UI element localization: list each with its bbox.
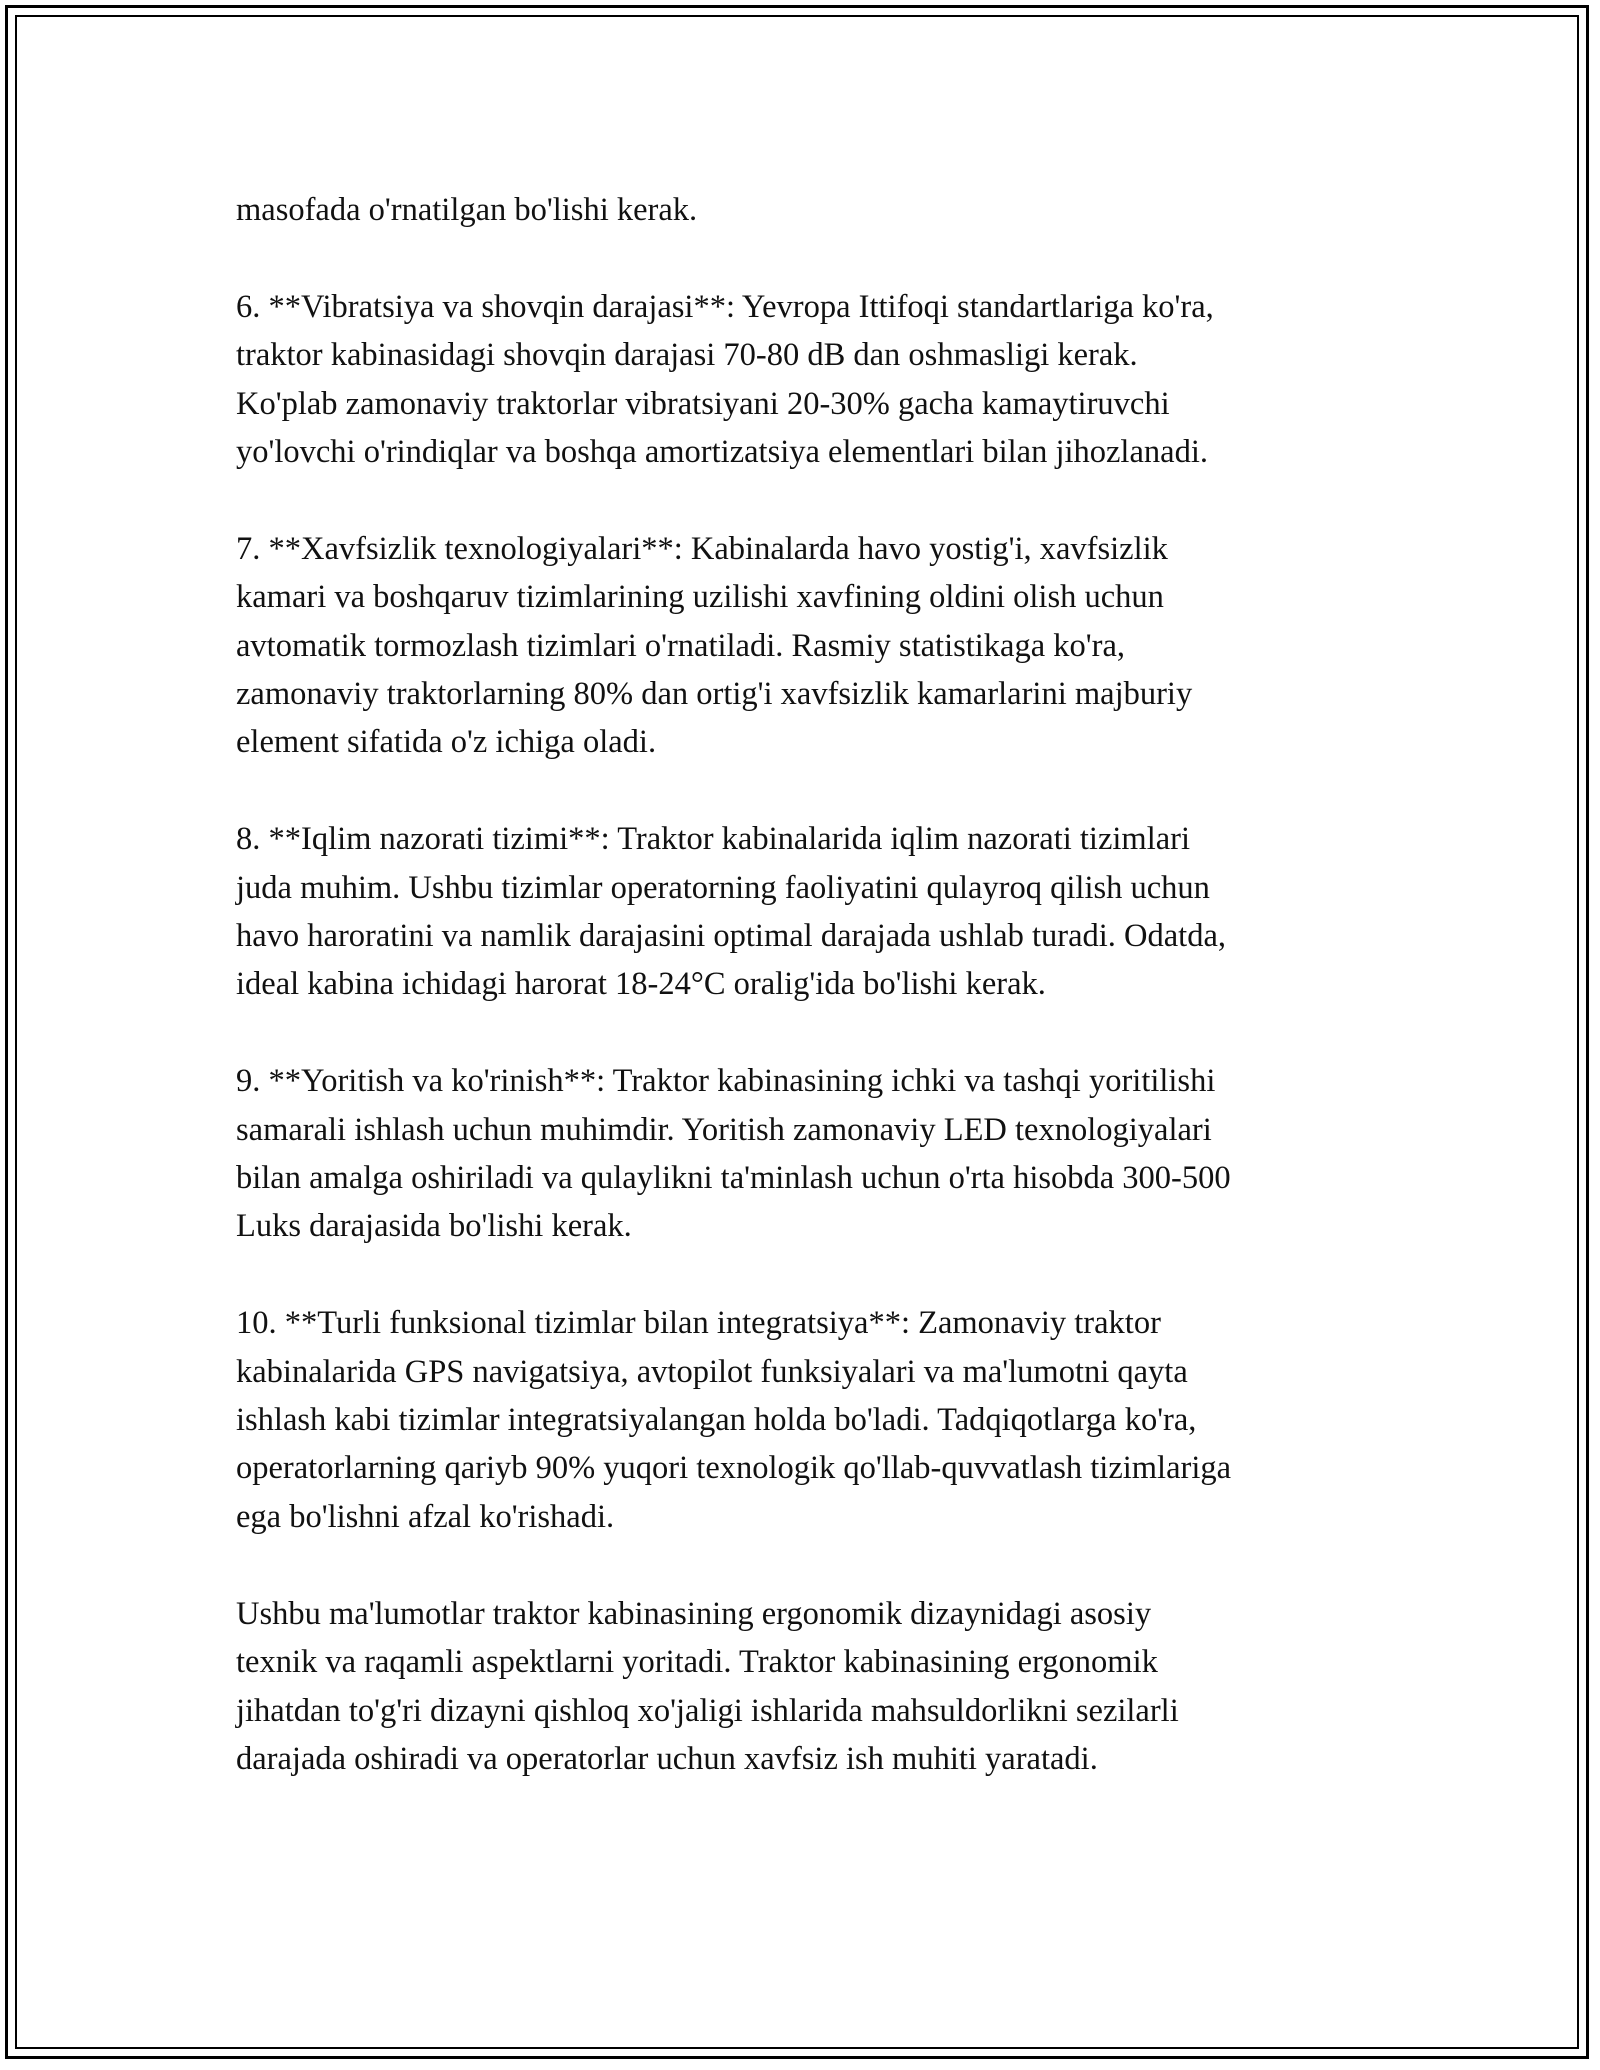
text-line: zamonaviy traktorlarning 80% dan ortig'i xavfsizlik kamarlarini majburiy bbox=[236, 676, 1193, 713]
text-line: kamari va boshqaruv tizimlarining uzilishi xavfining oldini olish uchun bbox=[236, 579, 1164, 616]
text-line: Ushbu ma'lumotlar traktor kabinasining ergonomik dizaynidagi asosiy bbox=[236, 1595, 1152, 1632]
text-line: bilan amalga oshiriladi va qulaylikni ta'minlash uchun o'rta hisobda 300-500 bbox=[236, 1160, 1231, 1197]
text-line: kabinalarida GPS navigatsiya, avtopilot funksiyalari va ma'lumotni qayta bbox=[236, 1353, 1188, 1390]
paragraph-vibration-noise bbox=[236, 283, 1376, 477]
text-line: Ko'plab zamonaviy traktorlar vibratsiyani 20-30% gacha kamaytiruvchi bbox=[236, 385, 1170, 422]
paragraph-conclusion bbox=[236, 1590, 1376, 1784]
text-line: ega bo'lishni afzal ko'rishadi. bbox=[236, 1498, 615, 1535]
text-line: 10. **Turli funksional tizimlar bilan integratsiya**: Zamonaviy traktor bbox=[236, 1305, 1161, 1342]
paragraph-continuation bbox=[236, 186, 1376, 234]
text-line: 6. **Vibratsiya va shovqin darajasi**: Yevropa Ittifoqi standartlariga ko'ra, bbox=[236, 288, 1214, 325]
text-line: 7. **Xavfsizlik texnologiyalari**: Kabinalarda havo yostig'i, xavfsizlik bbox=[236, 530, 1168, 567]
text-line: yo'lovchi o'rindiqlar va boshqa amortizatsiya elementlari bilan jihozlanadi. bbox=[236, 434, 1208, 471]
text-line: Luks darajasida bo'lishi kerak. bbox=[236, 1208, 632, 1245]
text-line: operatorlarning qariyb 90% yuqori texnologik qo'llab-quvvatlash tizimlariga bbox=[236, 1450, 1232, 1487]
text-line: ideal kabina ichidagi harorat 18-24°C oralig'ida bo'lishi kerak. bbox=[236, 966, 1046, 1003]
text-line: 9. **Yoritish va ko'rinish**: Traktor kabinasining ichki va tashqi yoritilishi bbox=[236, 1063, 1216, 1100]
text-line: ishlash kabi tizimlar integratsiyalangan holda bo'ladi. Tadqiqotlarga ko'ra, bbox=[236, 1402, 1197, 1439]
text-line: darajada oshiradi va operatorlar uchun xavfsiz ish muhiti yaratadi. bbox=[236, 1740, 1098, 1777]
paragraph-safety-technology bbox=[236, 525, 1376, 767]
text-line: 8. **Iqlim nazorati tizimi**: Traktor kabinalarida iqlim nazorati tizimlari bbox=[236, 821, 1191, 858]
text-line: traktor kabinasidagi shovqin darajasi 70-80 dB dan oshmasligi kerak. bbox=[236, 337, 1138, 374]
text-line: element sifatida o'z ichiga oladi. bbox=[236, 724, 657, 761]
text-line: samarali ishlash uchun muhimdir. Yoritish zamonaviy LED texnologiyalari bbox=[236, 1111, 1212, 1148]
text-line: avtomatik tormozlash tizimlari o'rnatiladi. Rasmiy statistikaga ko'ra, bbox=[236, 627, 1126, 664]
document-body bbox=[236, 186, 1376, 1832]
text-line: juda muhim. Ushbu tizimlar operatorning faoliyatini qulayroq qilish uchun bbox=[236, 869, 1210, 906]
paragraph-lighting-visibility bbox=[236, 1057, 1376, 1251]
text-line: texnik va raqamli aspektlarni yoritadi. Traktor kabinasining ergonomik bbox=[236, 1644, 1158, 1681]
paragraph-system-integration bbox=[236, 1299, 1376, 1541]
text-line: havo haroratini va namlik darajasini optimal darajada ushlab turadi. Odatda, bbox=[236, 918, 1227, 955]
text-line: jihatdan to'g'ri dizayni qishloq xo'jaligi ishlarida mahsuldorlikni sezilarli bbox=[236, 1692, 1179, 1729]
paragraph-climate-control bbox=[236, 815, 1376, 1009]
text-line: masofada o'rnatilgan bo'lishi kerak. bbox=[236, 192, 698, 228]
